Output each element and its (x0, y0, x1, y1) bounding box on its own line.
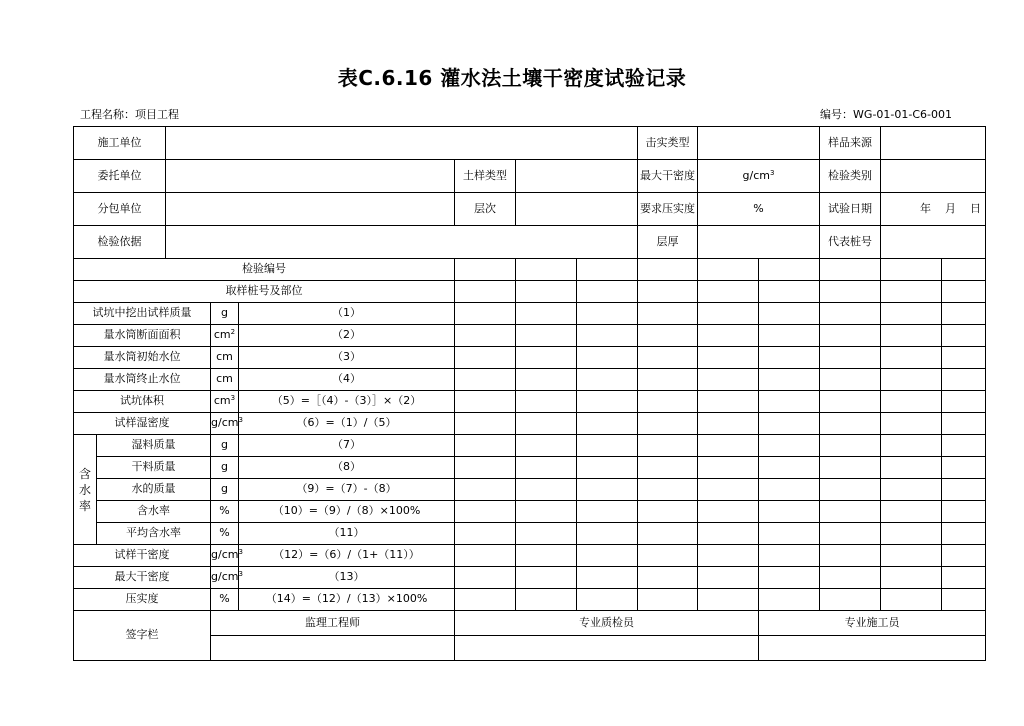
row-formula: （7） (239, 435, 455, 457)
data-cell[interactable] (698, 501, 759, 523)
data-cell[interactable] (820, 435, 881, 457)
row-name: 最大干密度 (74, 567, 211, 589)
unit-text: g/cm (211, 548, 239, 562)
data-cell[interactable] (759, 391, 820, 413)
data-cell[interactable] (820, 413, 881, 435)
data-cell[interactable] (577, 369, 638, 391)
representative-pile-value[interactable] (881, 226, 986, 259)
row-unit (211, 413, 243, 435)
data-cell[interactable] (455, 281, 516, 303)
row-name: 水的质量 (97, 479, 211, 501)
data-cell[interactable] (516, 347, 577, 369)
row-unit: cm (211, 347, 239, 369)
measure-row (74, 413, 986, 435)
data-cell[interactable] (638, 589, 698, 611)
data-cell[interactable] (577, 325, 638, 347)
project-name-line (80, 106, 179, 122)
data-cell[interactable] (820, 567, 881, 589)
data-cell[interactable] (698, 589, 759, 611)
test-date-value[interactable] (881, 193, 986, 226)
measure-row (74, 325, 986, 347)
data-cell[interactable] (516, 369, 577, 391)
data-cell[interactable] (881, 479, 942, 501)
row-unit: g (211, 303, 239, 325)
data-cell[interactable] (759, 457, 820, 479)
unit-sup: 3 (230, 394, 236, 403)
data-cell[interactable] (881, 435, 942, 457)
code-label: 编号： (820, 108, 854, 121)
row-formula: （9）=（7）-（8） (239, 479, 455, 501)
header-row-4 (74, 226, 986, 259)
row-formula: （3） (239, 347, 455, 369)
data-cell[interactable] (820, 369, 881, 391)
row-formula: （1） (239, 303, 455, 325)
basis-value[interactable] (166, 226, 638, 259)
header-row-1 (74, 127, 986, 160)
data-cell[interactable] (638, 457, 698, 479)
data-cell[interactable] (820, 303, 881, 325)
data-cell[interactable] (942, 545, 986, 567)
data-cell[interactable] (881, 567, 942, 589)
data-cell[interactable] (516, 589, 577, 611)
quality-inspector-signature[interactable] (455, 636, 759, 661)
code-line (820, 106, 952, 122)
row-formula: （8） (239, 457, 455, 479)
data-cell[interactable] (577, 567, 638, 589)
inspection-no-row (74, 259, 986, 281)
row-name: 试样湿密度 (74, 413, 211, 435)
row-formula: （10）=（9）/（8）×100% (239, 501, 455, 523)
moisture-group-label (74, 435, 97, 545)
soil-type-label: 土样类型 (455, 160, 516, 193)
data-cell[interactable] (759, 479, 820, 501)
row-formula: （11） (239, 523, 455, 545)
data-cell[interactable] (698, 281, 759, 303)
data-cell[interactable] (577, 435, 638, 457)
data-cell[interactable] (516, 281, 577, 303)
data-cell[interactable] (942, 435, 986, 457)
row-unit: cm (211, 369, 239, 391)
soil-type-value[interactable] (516, 160, 638, 193)
data-cell[interactable] (820, 259, 881, 281)
data-cell[interactable] (942, 589, 986, 611)
data-cell[interactable] (759, 523, 820, 545)
page-title: 表C.6.16 灌水法土壤干密度试验记录 (337, 66, 687, 90)
unit-sup: 3 (238, 416, 243, 425)
data-cell[interactable] (759, 413, 820, 435)
data-cell[interactable] (577, 545, 638, 567)
row-name: 含水率 (97, 501, 211, 523)
data-cell[interactable] (942, 413, 986, 435)
data-cell[interactable] (638, 347, 698, 369)
data-cell[interactable] (942, 347, 986, 369)
row-name: 量水筒断面面积 (74, 325, 211, 347)
data-cell[interactable] (698, 303, 759, 325)
data-cell[interactable] (516, 435, 577, 457)
data-cell[interactable] (516, 259, 577, 281)
moisture-row (74, 479, 986, 501)
data-cell[interactable] (881, 413, 942, 435)
data-cell[interactable] (516, 545, 577, 567)
moisture-group-text: 含水率 (78, 466, 91, 513)
data-cell[interactable] (698, 435, 759, 457)
data-cell[interactable] (698, 479, 759, 501)
data-cell[interactable] (942, 369, 986, 391)
required-compaction-label: 要求压实度 (638, 193, 698, 226)
construction-unit-label: 施工单位 (74, 127, 166, 160)
measure-row (74, 303, 986, 325)
data-cell[interactable] (638, 545, 698, 567)
data-cell[interactable] (455, 303, 516, 325)
data-cell[interactable] (698, 325, 759, 347)
date-month: 月 (945, 201, 957, 215)
unit-sup: 3 (238, 570, 243, 579)
construction-worker-signature[interactable] (759, 636, 986, 661)
layer-label: 层次 (455, 193, 516, 226)
record-table (73, 126, 986, 661)
data-cell[interactable] (577, 303, 638, 325)
date-year: 年 (920, 201, 932, 215)
data-cell[interactable] (759, 281, 820, 303)
measure-row (74, 589, 986, 611)
entrusting-unit-value[interactable] (166, 160, 455, 193)
unit-text: cm (213, 394, 231, 408)
data-cell[interactable] (638, 325, 698, 347)
data-cell[interactable] (881, 457, 942, 479)
data-cell[interactable] (942, 325, 986, 347)
row-name: 平均含水率 (97, 523, 211, 545)
data-cell[interactable] (577, 479, 638, 501)
data-cell[interactable] (942, 281, 986, 303)
data-cell[interactable] (638, 435, 698, 457)
data-cell[interactable] (759, 303, 820, 325)
supervisor-label: 监理工程师 (211, 611, 455, 636)
data-cell[interactable] (881, 259, 942, 281)
data-cell[interactable] (759, 347, 820, 369)
data-cell[interactable] (455, 435, 516, 457)
test-date-label: 试验日期 (820, 193, 881, 226)
data-cell[interactable] (820, 457, 881, 479)
date-day: 日 (970, 201, 982, 215)
data-cell[interactable] (638, 303, 698, 325)
basis-label: 检验依据 (74, 226, 166, 259)
data-cell[interactable] (942, 259, 986, 281)
data-cell[interactable] (881, 281, 942, 303)
data-cell[interactable] (516, 523, 577, 545)
row-unit: g (211, 435, 239, 457)
header-row-3 (74, 193, 986, 226)
row-unit: g (211, 479, 239, 501)
data-cell[interactable] (577, 457, 638, 479)
data-cell[interactable] (577, 259, 638, 281)
row-name: 量水筒初始水位 (74, 347, 211, 369)
data-cell[interactable] (759, 501, 820, 523)
data-cell[interactable] (455, 567, 516, 589)
representative-pile-label: 代表桩号 (820, 226, 881, 259)
moisture-row (74, 501, 986, 523)
data-cell[interactable] (942, 501, 986, 523)
data-cell[interactable] (942, 523, 986, 545)
subcontractor-label: 分包单位 (74, 193, 166, 226)
data-cell[interactable] (942, 391, 986, 413)
row-unit (211, 545, 243, 567)
layer-thickness-value[interactable] (698, 226, 820, 259)
moisture-row (74, 457, 986, 479)
data-cell[interactable] (577, 281, 638, 303)
data-cell[interactable] (942, 457, 986, 479)
data-cell[interactable] (881, 391, 942, 413)
data-cell[interactable] (881, 545, 942, 567)
unit-text: g/cm (211, 416, 239, 430)
data-cell[interactable] (820, 391, 881, 413)
moisture-row (74, 523, 986, 545)
construction-unit-value[interactable] (166, 127, 638, 160)
data-cell[interactable] (455, 589, 516, 611)
data-cell[interactable] (455, 545, 516, 567)
row-formula: （5）=［（4）-（3）］×（2） (239, 391, 455, 413)
row-name: 试样干密度 (74, 545, 211, 567)
row-unit (211, 325, 239, 347)
data-cell[interactable] (881, 347, 942, 369)
row-name: 量水筒终止水位 (74, 369, 211, 391)
data-cell[interactable] (881, 325, 942, 347)
measure-row (74, 391, 986, 413)
signature-label: 签字栏 (74, 611, 211, 661)
data-cell[interactable] (638, 567, 698, 589)
data-cell[interactable] (698, 567, 759, 589)
compaction-type-label: 击实类型 (638, 127, 698, 160)
data-cell[interactable] (638, 391, 698, 413)
data-cell[interactable] (638, 281, 698, 303)
row-formula: （12）=（6）/（1+（11）） (239, 545, 455, 567)
data-cell[interactable] (881, 303, 942, 325)
data-cell[interactable] (516, 457, 577, 479)
data-cell[interactable] (820, 523, 881, 545)
data-cell[interactable] (455, 259, 516, 281)
data-cell[interactable] (516, 325, 577, 347)
subcontractor-value[interactable] (166, 193, 455, 226)
row-unit (211, 567, 243, 589)
data-cell[interactable] (820, 545, 881, 567)
sampling-location-label: 取样桩号及部位 (74, 281, 455, 303)
unit-text: cm (213, 328, 231, 342)
inspection-no-label: 检验编号 (74, 259, 455, 281)
data-cell[interactable] (698, 545, 759, 567)
data-cell[interactable] (881, 589, 942, 611)
data-cell[interactable] (881, 501, 942, 523)
data-cell[interactable] (698, 391, 759, 413)
data-cell[interactable] (881, 523, 942, 545)
data-cell[interactable] (638, 501, 698, 523)
layer-value[interactable] (516, 193, 638, 226)
moisture-row (74, 435, 986, 457)
code-value: WG-01-01-C6-001 (853, 108, 952, 121)
data-cell[interactable] (820, 281, 881, 303)
data-cell[interactable] (638, 523, 698, 545)
sampling-location-row (74, 281, 986, 303)
quality-inspector-label: 专业质检员 (455, 611, 759, 636)
sample-source-label: 样品来源 (820, 127, 881, 160)
required-compaction-value[interactable]: % (698, 193, 820, 226)
data-cell[interactable] (577, 391, 638, 413)
data-cell[interactable] (759, 545, 820, 567)
data-cell[interactable] (759, 325, 820, 347)
data-cell[interactable] (759, 435, 820, 457)
data-cell[interactable] (638, 369, 698, 391)
data-cell[interactable] (698, 259, 759, 281)
measure-row (74, 545, 986, 567)
data-cell[interactable] (455, 325, 516, 347)
data-cell[interactable] (698, 347, 759, 369)
max-dry-density-label: 最大干密度 (638, 160, 698, 193)
data-cell[interactable] (516, 479, 577, 501)
data-cell[interactable] (942, 567, 986, 589)
data-cell[interactable] (577, 589, 638, 611)
data-cell[interactable] (577, 523, 638, 545)
signature-header-row (74, 611, 986, 636)
data-cell[interactable] (455, 457, 516, 479)
data-cell[interactable] (455, 413, 516, 435)
data-cell[interactable] (455, 523, 516, 545)
data-cell[interactable] (455, 391, 516, 413)
supervisor-signature[interactable] (211, 636, 455, 661)
data-cell[interactable] (820, 589, 881, 611)
measure-row (74, 369, 986, 391)
data-cell[interactable] (759, 567, 820, 589)
row-unit: % (211, 589, 239, 611)
data-cell[interactable] (516, 567, 577, 589)
data-cell[interactable] (759, 259, 820, 281)
data-cell[interactable] (698, 413, 759, 435)
data-cell[interactable] (516, 413, 577, 435)
data-cell[interactable] (577, 413, 638, 435)
data-cell[interactable] (455, 369, 516, 391)
data-cell[interactable] (820, 347, 881, 369)
data-cell[interactable] (942, 303, 986, 325)
measure-row (74, 567, 986, 589)
entrusting-unit-label: 委托单位 (74, 160, 166, 193)
data-cell[interactable] (698, 523, 759, 545)
row-unit: % (211, 501, 239, 523)
data-cell[interactable] (698, 457, 759, 479)
construction-worker-label: 专业施工员 (759, 611, 986, 636)
inspection-category-label: 检验类别 (820, 160, 881, 193)
data-cell[interactable] (820, 501, 881, 523)
sample-source-value[interactable] (881, 127, 986, 160)
layer-thickness-label: 层厚 (638, 226, 698, 259)
max-dry-density-value[interactable]: $g/cm^3$ (698, 160, 820, 193)
row-name: 湿料质量 (97, 435, 211, 457)
row-formula: （13） (239, 567, 455, 589)
row-unit (211, 391, 239, 413)
data-cell[interactable] (516, 501, 577, 523)
header-row-2 (74, 160, 986, 193)
unit-sup: 2 (230, 328, 236, 337)
row-name: 压实度 (74, 589, 211, 611)
max-dry-density-unit: g/cm (742, 168, 770, 182)
data-cell[interactable] (881, 369, 942, 391)
inspection-category-value[interactable] (881, 160, 986, 193)
data-cell[interactable] (820, 479, 881, 501)
data-cell[interactable] (638, 479, 698, 501)
measure-row (74, 347, 986, 369)
data-cell[interactable] (455, 347, 516, 369)
data-cell[interactable] (759, 369, 820, 391)
signature-row (74, 636, 986, 661)
data-cell[interactable] (577, 501, 638, 523)
row-name: 干料质量 (97, 457, 211, 479)
row-formula: （6）=（1）/（5） (239, 413, 455, 435)
row-name: 试坑体积 (74, 391, 211, 413)
data-cell[interactable] (698, 369, 759, 391)
unit-sup: 3 (238, 548, 243, 557)
unit-text: g/cm (211, 570, 239, 584)
data-cell[interactable] (820, 325, 881, 347)
data-cell[interactable] (942, 479, 986, 501)
data-cell[interactable] (638, 413, 698, 435)
data-cell[interactable] (638, 259, 698, 281)
data-cell[interactable] (516, 391, 577, 413)
data-cell[interactable] (455, 501, 516, 523)
row-name: 试坑中挖出试样质量 (74, 303, 211, 325)
data-cell[interactable] (455, 479, 516, 501)
row-formula: （2） (239, 325, 455, 347)
row-formula: （14）=（12）/（13）×100% (239, 589, 455, 611)
row-unit: % (211, 523, 239, 545)
project-name: 项目工程 (135, 108, 179, 121)
data-cell[interactable] (516, 303, 577, 325)
compaction-type-value[interactable] (698, 127, 820, 160)
row-unit: g (211, 457, 239, 479)
project-label: 工程名称： (80, 108, 135, 121)
data-cell[interactable] (759, 589, 820, 611)
row-formula: （4） (239, 369, 455, 391)
data-cell[interactable] (577, 347, 638, 369)
